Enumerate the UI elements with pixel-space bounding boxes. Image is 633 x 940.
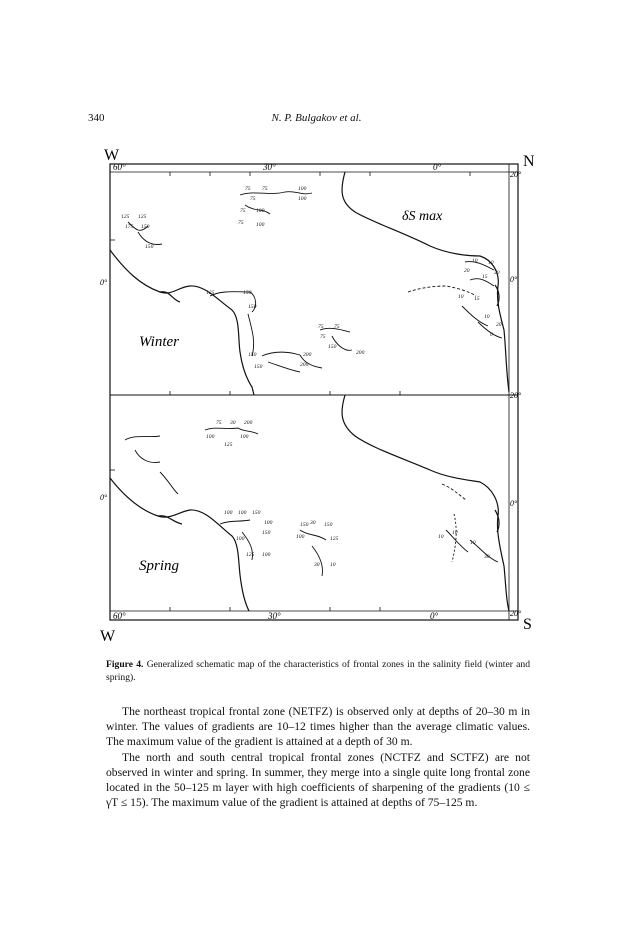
spring-value: 150 xyxy=(324,522,333,528)
lat-label-right-4: 0° xyxy=(510,499,518,508)
figure-caption xyxy=(106,658,530,684)
figure-caption-text: Generalized schematic map of the characteristics of frontal zones in the salinity field (winter and spring). xyxy=(106,659,530,683)
page-number: 340 xyxy=(88,112,105,124)
winter-value: 75 xyxy=(320,334,326,340)
frame-ticks xyxy=(110,172,470,611)
winter-value: 75 xyxy=(318,324,324,330)
spring-value: 150 xyxy=(300,522,309,528)
winter-value: 75 xyxy=(238,220,244,226)
lat-label-right-5: 20° xyxy=(510,609,522,618)
winter-value: 100 xyxy=(256,208,265,214)
body-paragraph-2 xyxy=(106,750,530,810)
winter-value: 0 xyxy=(490,332,493,338)
spring-value: 200 xyxy=(244,420,253,426)
direction-north: N xyxy=(523,153,535,170)
spring-value: 100 xyxy=(224,510,233,516)
spring-value: 10 xyxy=(330,562,336,568)
spring-value: 75 xyxy=(216,420,222,426)
lon-label-bottom-0: 0° xyxy=(430,611,439,621)
winter-value: 125 xyxy=(138,214,147,220)
spring-value: 125 xyxy=(224,442,233,448)
spring-value: 125 xyxy=(246,552,255,558)
winter-value: 100 xyxy=(298,196,307,202)
winter-value: 100 xyxy=(256,222,265,228)
values-spring xyxy=(206,420,490,568)
lat-label-right-2: 0° xyxy=(510,275,518,284)
winter-value: 10 xyxy=(472,258,478,264)
spring-value: 10 xyxy=(438,534,444,540)
lat-label-left-1: 0° xyxy=(100,278,108,287)
winter-value: 10 xyxy=(488,260,494,266)
winter-value: 75 xyxy=(240,208,246,214)
spring-value: 100 xyxy=(296,534,305,540)
winter-value: 200 xyxy=(300,362,309,368)
lon-label-bottom-60: 60° xyxy=(113,611,126,621)
paragraph-text: The northeast tropical frontal zone (NETFZ) is observed only at depths of 20–30 m in winter. The values of gradients are 10–12 times higher than the average climatic values. The maximum value of the gradient is attained at a depth of 30 m. xyxy=(106,705,530,748)
front-sketches-winter xyxy=(128,192,502,372)
winter-value: 20 xyxy=(464,268,470,274)
spring-value: 10 xyxy=(452,530,458,536)
coastline-winter xyxy=(110,172,509,395)
panel-label-spring: Spring xyxy=(139,558,180,574)
direction-west-top: W xyxy=(104,147,120,164)
lon-label-top-60: 60° xyxy=(113,162,126,172)
paragraph-text: The north and south central tropical frontal zones (NCTFZ and SCTFZ) are not observed in winter and spring. In summer, they merge into a single quite long frontal zone located in the 50–125 m layer with high coefficients of sharpening of the gradients (10 ≤ γT ≤ 15). The maximum value of the gradient is attained at depths of 75–125 m. xyxy=(106,751,530,809)
winter-value: 175 xyxy=(125,224,134,230)
winter-value: 20 xyxy=(494,270,500,276)
winter-value: 75 xyxy=(250,196,256,202)
spring-value: 150 xyxy=(252,510,261,516)
spring-value: 100 xyxy=(206,434,215,440)
winter-value: 150 xyxy=(248,352,257,358)
spring-value: 30 xyxy=(310,520,316,526)
coastline-spring xyxy=(110,395,509,611)
spring-value: 100 xyxy=(240,434,249,440)
winter-value: 75 xyxy=(334,324,340,330)
direction-west-bottom: W xyxy=(100,628,116,645)
lon-label-bottom-30: 30° xyxy=(268,611,281,621)
body-paragraph-1 xyxy=(106,704,530,749)
map-frame xyxy=(110,164,518,620)
panel-label-winter: Winter xyxy=(139,334,179,350)
spring-value: 100 xyxy=(236,536,245,542)
winter-value: 200 xyxy=(303,352,312,358)
winter-value: 75 xyxy=(245,186,251,192)
lon-label-top-30: 30° xyxy=(263,162,276,172)
winter-value: 150 xyxy=(254,364,263,370)
winter-value: 125 xyxy=(121,214,130,220)
winter-value: 125 xyxy=(206,290,215,296)
winter-value: 150 xyxy=(248,304,257,310)
winter-value: 75 xyxy=(262,186,268,192)
lat-label-right-1: 20° xyxy=(510,170,522,179)
winter-value: 10 xyxy=(458,294,464,300)
lat-label-right-3: 20° xyxy=(510,391,522,400)
winter-value: 200 xyxy=(356,350,365,356)
spring-value: 150 xyxy=(262,530,271,536)
spring-value: 100 xyxy=(264,520,273,526)
running-head: N. P. Bulgakov et al. xyxy=(271,112,362,124)
winter-value: 20 xyxy=(496,322,502,328)
legend-symbol: δS max xyxy=(402,209,443,224)
figure-caption-label: Figure 4. xyxy=(106,659,144,670)
winter-value: 150 xyxy=(145,244,154,250)
spring-value: 30 xyxy=(314,562,320,568)
spring-value: 125 xyxy=(330,536,339,542)
front-sketches-spring xyxy=(125,428,498,576)
spring-value: 100 xyxy=(238,510,247,516)
spring-value: 100 xyxy=(262,552,271,558)
direction-south: S xyxy=(523,616,532,633)
lon-label-top-0: 0° xyxy=(433,162,442,172)
spring-value: 30 xyxy=(230,420,236,426)
winter-value: 100 xyxy=(298,186,307,192)
winter-value: 15 xyxy=(474,296,480,302)
winter-value: 150 xyxy=(141,224,150,230)
winter-value: 15 xyxy=(482,274,488,280)
lat-label-left-2: 0° xyxy=(100,493,108,502)
spring-value: 30 xyxy=(484,554,490,560)
winter-value: 10 xyxy=(484,314,490,320)
winter-value: 150 xyxy=(243,290,252,296)
winter-value: 150 xyxy=(328,344,337,350)
spring-value: 10 xyxy=(470,540,476,546)
